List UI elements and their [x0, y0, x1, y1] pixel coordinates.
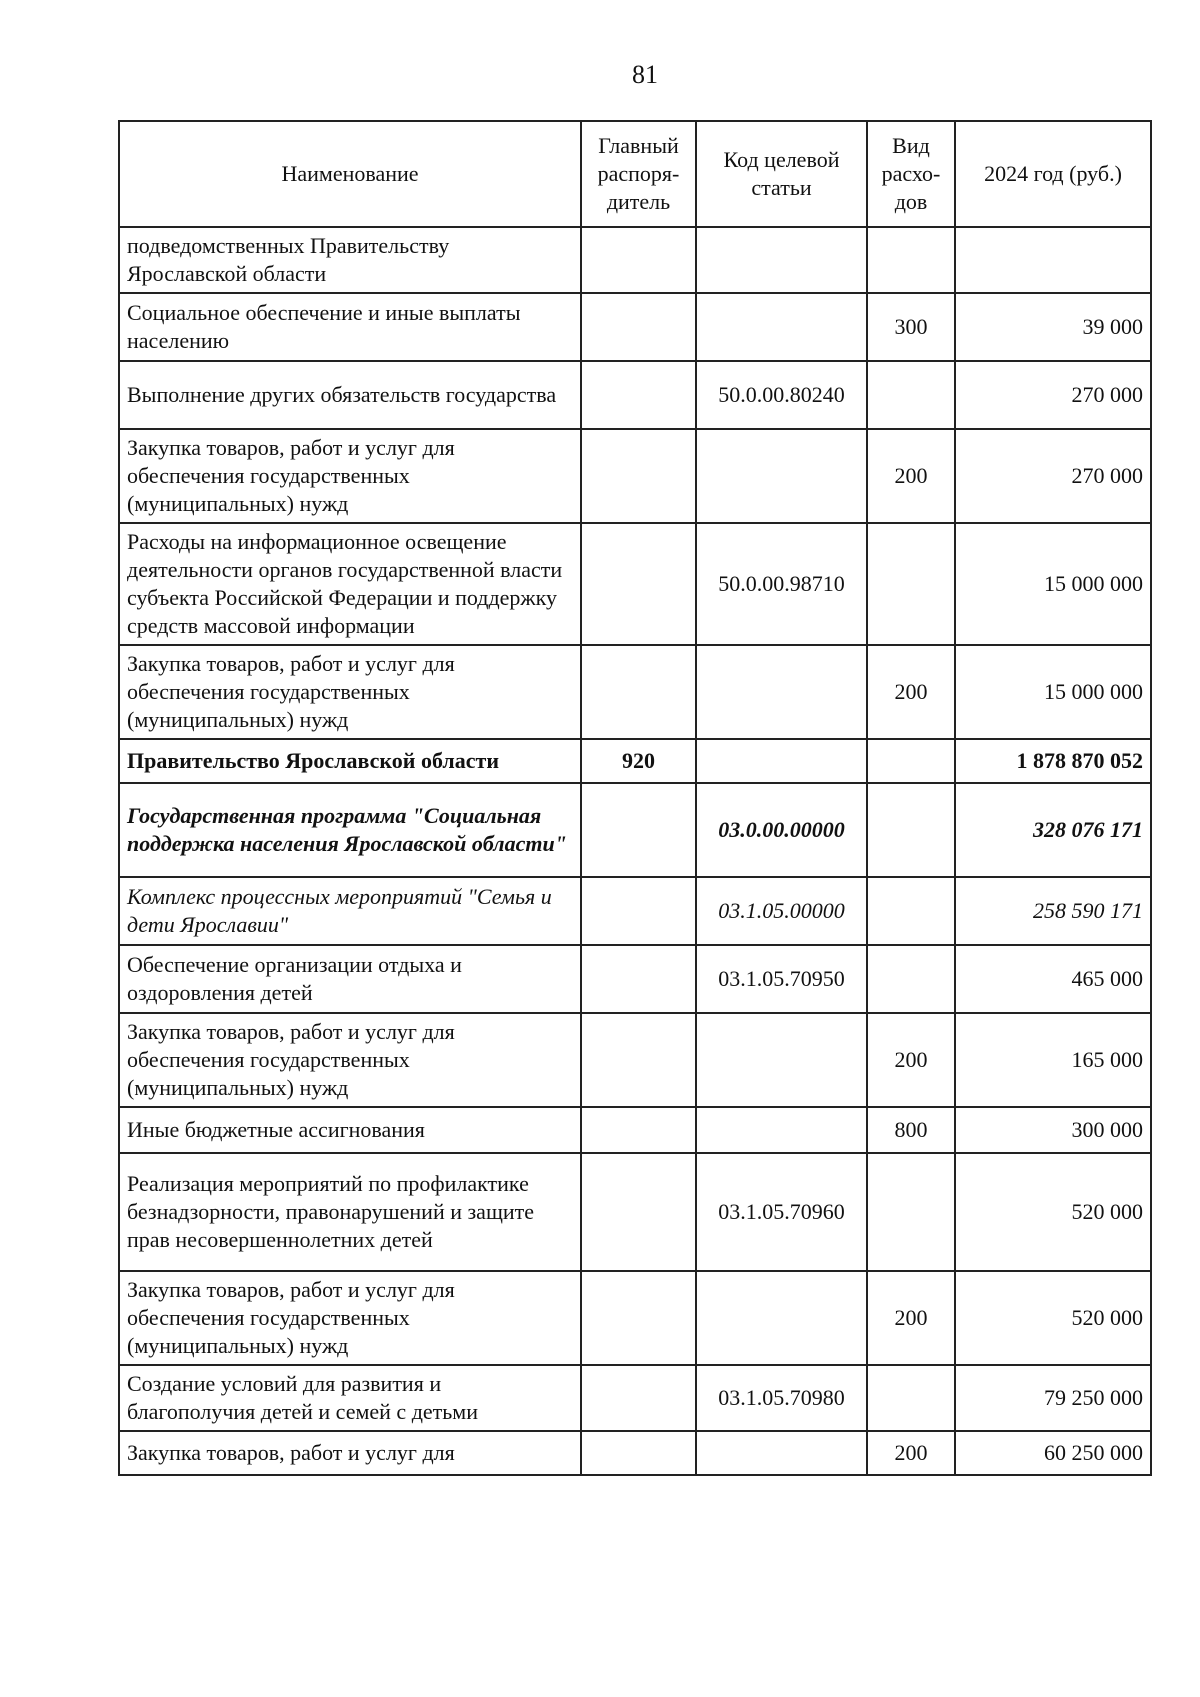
- row-chief-administrator-cell: [581, 361, 696, 429]
- table-row: [119, 877, 1151, 945]
- row-chief-administrator-cell: [581, 783, 696, 877]
- row-chief-administrator-cell: [581, 227, 696, 293]
- row-amount-cell: 270 000: [955, 429, 1151, 523]
- row-chief-administrator-cell: 920: [581, 739, 696, 783]
- row-expense-type-cell: 300: [867, 293, 955, 361]
- row-target-code-cell: 50.0.00.80240: [696, 361, 867, 429]
- page-number: 81: [632, 60, 658, 89]
- row-amount-cell: 1 878 870 052: [955, 739, 1151, 783]
- row-amount-cell: [955, 227, 1151, 293]
- row-name-cell: Комплекс процессных мероприятий "Семья и дети Ярославии": [119, 877, 581, 945]
- row-name-cell: Закупка товаров, работ и услуг для обеспечения государственных (муниципальных) нужд: [119, 1271, 581, 1365]
- row-chief-administrator-cell: [581, 1107, 696, 1153]
- row-target-code-cell: [696, 293, 867, 361]
- budget-table: [118, 120, 1152, 1476]
- row-target-code-cell: 03.1.05.70980: [696, 1365, 867, 1431]
- row-expense-type-cell: [867, 739, 955, 783]
- row-name-cell: Социальное обеспечение и иные выплаты населению: [119, 293, 581, 361]
- row-name-cell: Государственная программа "Социальная поддержка населения Ярославской области": [119, 783, 581, 877]
- table-row: [119, 227, 1151, 293]
- row-amount-cell: 520 000: [955, 1153, 1151, 1271]
- header-expense-type: Вид расхо-дов: [867, 121, 955, 227]
- row-name-cell: Расходы на информационное освещение деятельности органов государственной власти субъекта Российской Федерации и поддержку средств массовой информации: [119, 523, 581, 645]
- row-expense-type-cell: 200: [867, 1431, 955, 1475]
- row-chief-administrator-cell: [581, 429, 696, 523]
- row-amount-cell: 258 590 171: [955, 877, 1151, 945]
- row-expense-type-cell: [867, 523, 955, 645]
- row-expense-type-cell: [867, 227, 955, 293]
- row-name-cell: Закупка товаров, работ и услуг для обеспечения государственных (муниципальных) нужд: [119, 645, 581, 739]
- table-row: [119, 945, 1151, 1013]
- row-amount-cell: 328 076 171: [955, 783, 1151, 877]
- table-row: [119, 783, 1151, 877]
- row-amount-cell: 520 000: [955, 1271, 1151, 1365]
- row-name-cell: Реализация мероприятий по профилактике безнадзорности, правонарушений и защите прав несовершеннолетних детей: [119, 1153, 581, 1271]
- row-name-cell: Правительство Ярославской области: [119, 739, 581, 783]
- row-target-code-cell: [696, 739, 867, 783]
- row-target-code-cell: 03.0.00.00000: [696, 783, 867, 877]
- row-name-cell: Закупка товаров, работ и услуг для: [119, 1431, 581, 1475]
- row-chief-administrator-cell: [581, 645, 696, 739]
- table-row: [119, 429, 1151, 523]
- table-header-row: [119, 121, 1151, 227]
- row-name-cell: подведомственных Правительству Ярославской области: [119, 227, 581, 293]
- row-amount-cell: 270 000: [955, 361, 1151, 429]
- table-row: [119, 1153, 1151, 1271]
- row-expense-type-cell: 200: [867, 429, 955, 523]
- row-target-code-cell: 50.0.00.98710: [696, 523, 867, 645]
- header-target-code: Код целевой статьи: [696, 121, 867, 227]
- row-name-cell: Закупка товаров, работ и услуг для обеспечения государственных (муниципальных) нужд: [119, 429, 581, 523]
- row-amount-cell: 60 250 000: [955, 1431, 1151, 1475]
- row-target-code-cell: [696, 227, 867, 293]
- row-name-cell: Закупка товаров, работ и услуг для обеспечения государственных (муниципальных) нужд: [119, 1013, 581, 1107]
- row-target-code-cell: [696, 1013, 867, 1107]
- row-chief-administrator-cell: [581, 877, 696, 945]
- row-amount-cell: 465 000: [955, 945, 1151, 1013]
- row-chief-administrator-cell: [581, 1271, 696, 1365]
- row-expense-type-cell: 200: [867, 1271, 955, 1365]
- row-expense-type-cell: 800: [867, 1107, 955, 1153]
- row-target-code-cell: [696, 645, 867, 739]
- row-expense-type-cell: [867, 1365, 955, 1431]
- row-name-cell: Создание условий для развития и благополучия детей и семей с детьми: [119, 1365, 581, 1431]
- row-target-code-cell: [696, 1107, 867, 1153]
- row-amount-cell: 15 000 000: [955, 645, 1151, 739]
- row-chief-administrator-cell: [581, 523, 696, 645]
- table-row: [119, 1107, 1151, 1153]
- row-expense-type-cell: [867, 783, 955, 877]
- table-row: [119, 293, 1151, 361]
- row-chief-administrator-cell: [581, 1365, 696, 1431]
- table-row: [119, 1013, 1151, 1107]
- row-target-code-cell: 03.1.05.00000: [696, 877, 867, 945]
- row-chief-administrator-cell: [581, 1153, 696, 1271]
- header-amount-2024: 2024 год (руб.): [955, 121, 1151, 227]
- table-row: [119, 361, 1151, 429]
- header-chief-administrator: Главный распоря-дитель: [581, 121, 696, 227]
- header-name: Наименование: [119, 121, 581, 227]
- row-amount-cell: 79 250 000: [955, 1365, 1151, 1431]
- table-row: [119, 739, 1151, 783]
- row-amount-cell: 165 000: [955, 1013, 1151, 1107]
- row-name-cell: Обеспечение организации отдыха и оздоровления детей: [119, 945, 581, 1013]
- row-chief-administrator-cell: [581, 1431, 696, 1475]
- table-row: [119, 645, 1151, 739]
- row-target-code-cell: [696, 1431, 867, 1475]
- row-amount-cell: 39 000: [955, 293, 1151, 361]
- row-name-cell: Иные бюджетные ассигнования: [119, 1107, 581, 1153]
- row-chief-administrator-cell: [581, 1013, 696, 1107]
- row-chief-administrator-cell: [581, 293, 696, 361]
- row-expense-type-cell: [867, 945, 955, 1013]
- table-row: [119, 1271, 1151, 1365]
- row-amount-cell: 300 000: [955, 1107, 1151, 1153]
- row-target-code-cell: 03.1.05.70950: [696, 945, 867, 1013]
- table-row: [119, 523, 1151, 645]
- row-target-code-cell: [696, 429, 867, 523]
- row-chief-administrator-cell: [581, 945, 696, 1013]
- row-expense-type-cell: 200: [867, 1013, 955, 1107]
- row-target-code-cell: [696, 1271, 867, 1365]
- row-expense-type-cell: [867, 361, 955, 429]
- row-expense-type-cell: 200: [867, 645, 955, 739]
- table-row: [119, 1365, 1151, 1431]
- row-expense-type-cell: [867, 877, 955, 945]
- table-row: [119, 1431, 1151, 1475]
- row-expense-type-cell: [867, 1153, 955, 1271]
- row-amount-cell: 15 000 000: [955, 523, 1151, 645]
- row-target-code-cell: 03.1.05.70960: [696, 1153, 867, 1271]
- row-name-cell: Выполнение других обязательств государства: [119, 361, 581, 429]
